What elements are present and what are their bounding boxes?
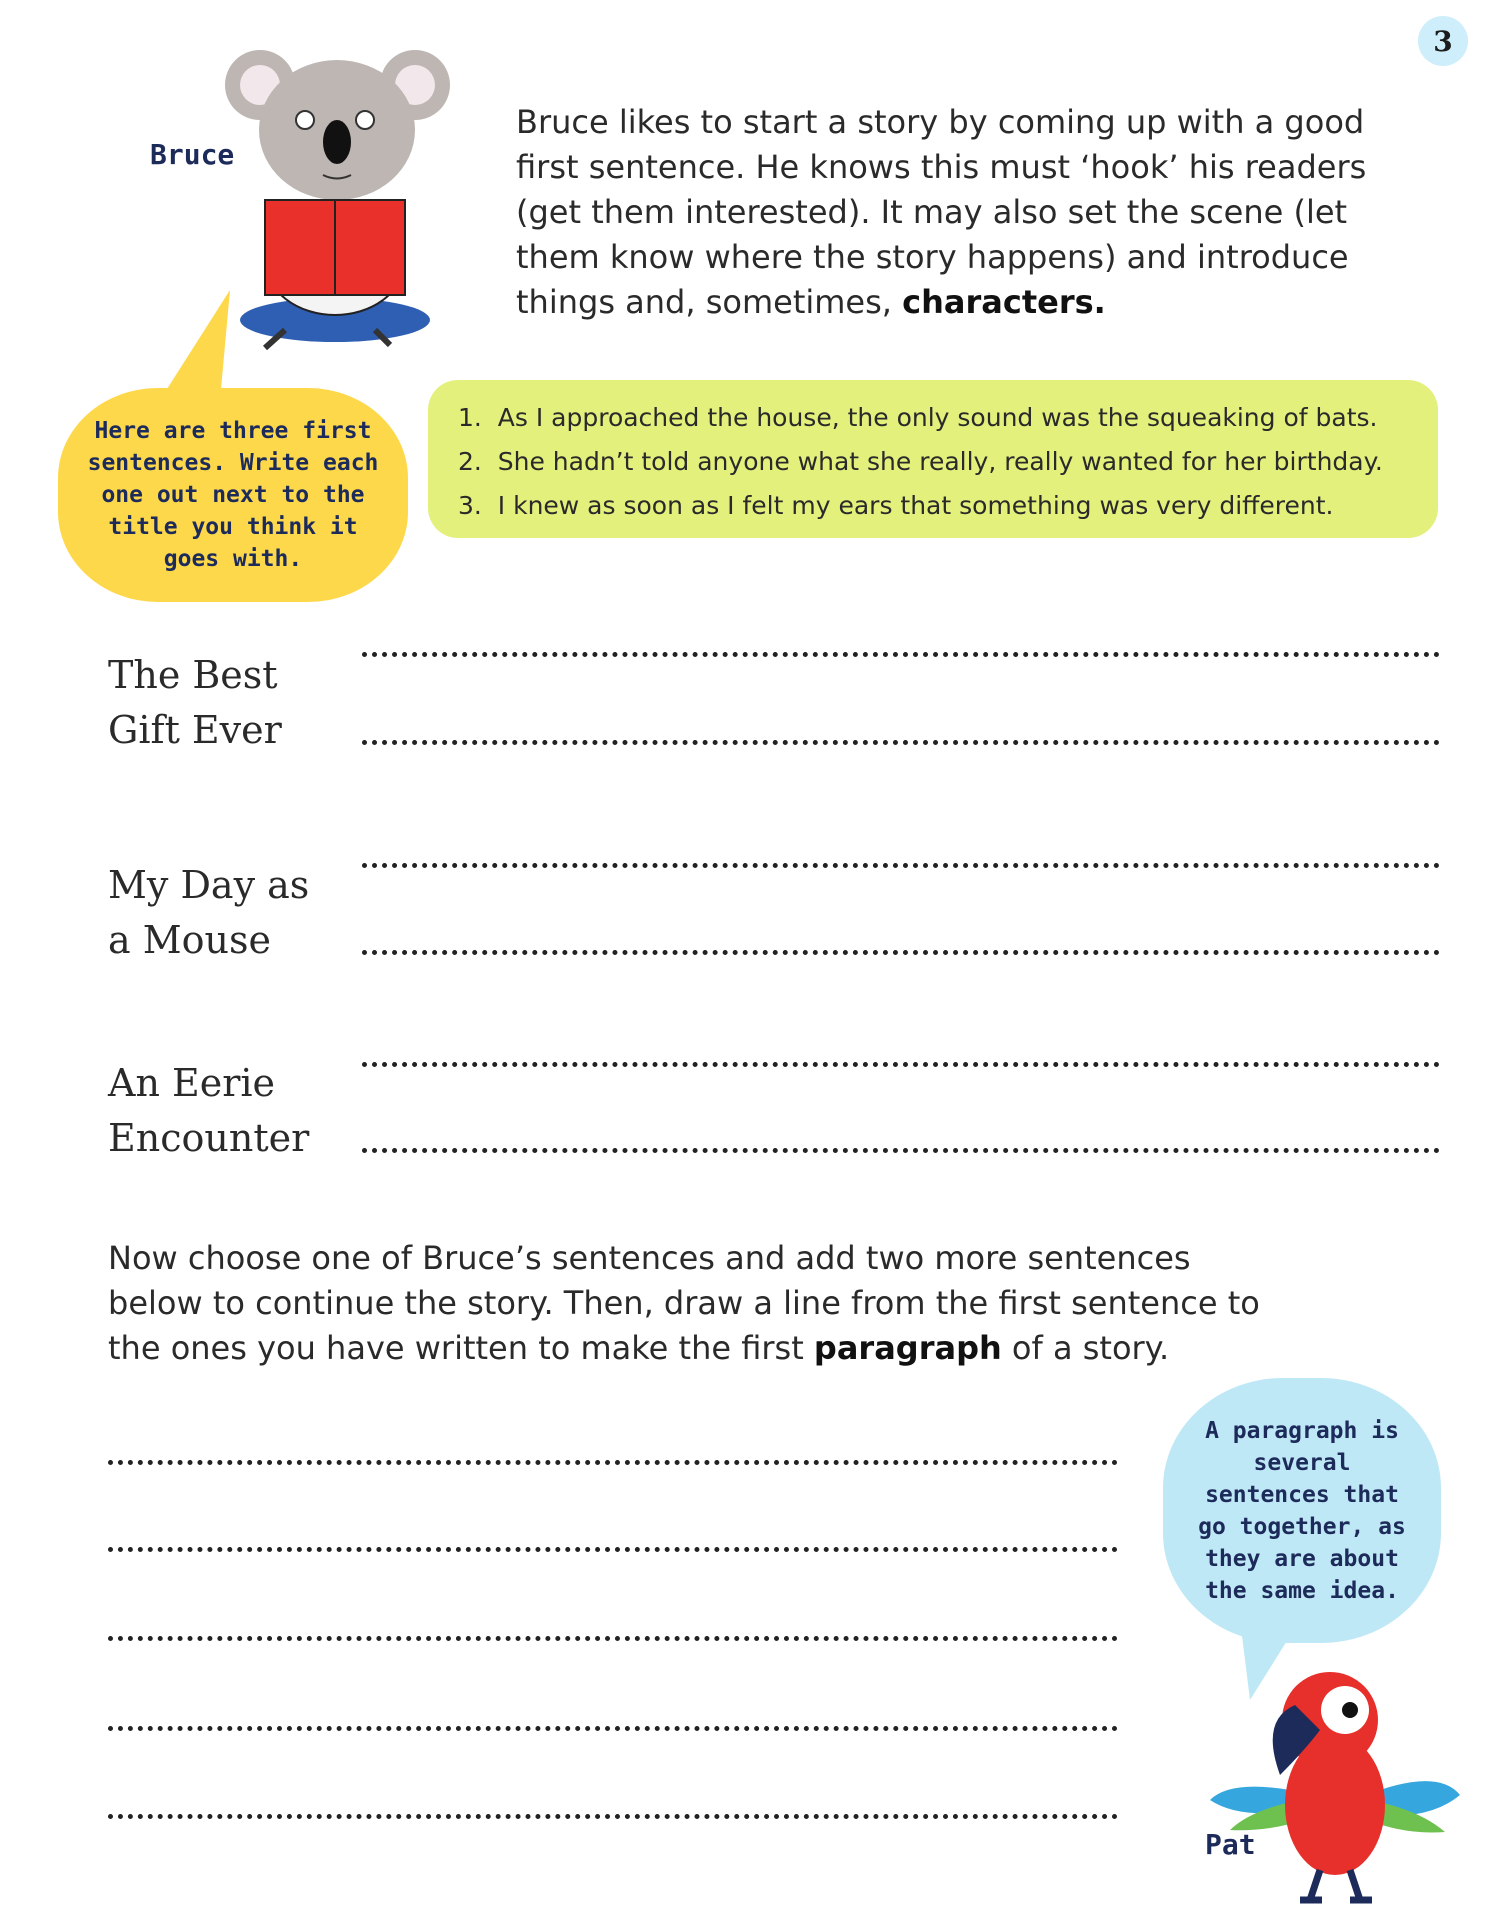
writing-line[interactable]: [362, 950, 1440, 955]
pat-parrot-illustration: [1210, 1660, 1470, 1910]
title-line: Gift Ever: [108, 708, 282, 752]
yellow-bubble-tail: [160, 290, 260, 400]
sentence-item: [428, 396, 1438, 440]
writing-line[interactable]: [362, 1062, 1440, 1067]
sentences-box: [428, 380, 1438, 538]
writing-line[interactable]: [362, 1148, 1440, 1153]
sentence-item: [428, 440, 1438, 484]
title-line: An Eerie: [108, 1061, 276, 1105]
writing-line[interactable]: [362, 652, 1440, 657]
writing-line[interactable]: [362, 740, 1440, 745]
writing-line[interactable]: [108, 1814, 1118, 1819]
intro-text: [516, 100, 1396, 325]
intro-body: Bruce likes to start a story by coming up with a good first sentence. He knows this must ‘hook’ his readers (get them interested). It may also set the scene (let them know where the story happens) and introduce things and, sometimes,: [516, 103, 1367, 321]
intro-keyword: characters.: [902, 283, 1106, 321]
title-line: Encounter: [108, 1116, 310, 1160]
writing-line[interactable]: [362, 863, 1440, 868]
title-an-eerie-encounter: [108, 1056, 368, 1166]
title-line: a Mouse: [108, 918, 271, 962]
instruction-body: Now choose one of Bruce’s sentences and add two more sentences below to continue the story. Then, draw a line from the first sentence to the ones you have written to make the first: [108, 1239, 1260, 1367]
sentence-text: I knew as soon as I felt my ears that something was very different.: [497, 491, 1334, 520]
sentence-list: [428, 380, 1438, 528]
bruce-label: Bruce: [150, 138, 235, 171]
bruce-koala-illustration: [225, 30, 465, 350]
sentence-item: [428, 484, 1438, 528]
writing-line[interactable]: [108, 1636, 1118, 1641]
title-my-day-as-a-mouse: [108, 858, 368, 968]
paragraph-instruction: [108, 1236, 1268, 1371]
sentence-number: 1.: [458, 403, 482, 432]
writing-line[interactable]: [108, 1460, 1118, 1465]
instruction-bubble: Here are three first sentences. Write each one out next to the title you think it goes with.: [58, 388, 408, 602]
sentence-number: 3.: [458, 491, 482, 520]
title-line: The Best: [108, 653, 278, 697]
title-best-gift-ever: [108, 648, 368, 758]
instruction-keyword: paragraph: [813, 1329, 1002, 1367]
sentence-number: 2.: [458, 447, 482, 476]
writing-line[interactable]: [108, 1726, 1118, 1731]
title-line: My Day as: [108, 863, 310, 907]
paragraph-definition-bubble: A paragraph is several sentences that go together, as they are about the same idea.: [1163, 1378, 1441, 1643]
sentence-text: As I approached the house, the only sound was the squeaking of bats.: [497, 403, 1378, 432]
instruction-end: of a story.: [1011, 1329, 1170, 1367]
sentence-text: She hadn’t told anyone what she really, really wanted for her birthday.: [497, 447, 1383, 476]
pat-label: Pat: [1205, 1828, 1256, 1861]
page-number: 3: [1418, 16, 1468, 66]
writing-line[interactable]: [108, 1547, 1118, 1552]
